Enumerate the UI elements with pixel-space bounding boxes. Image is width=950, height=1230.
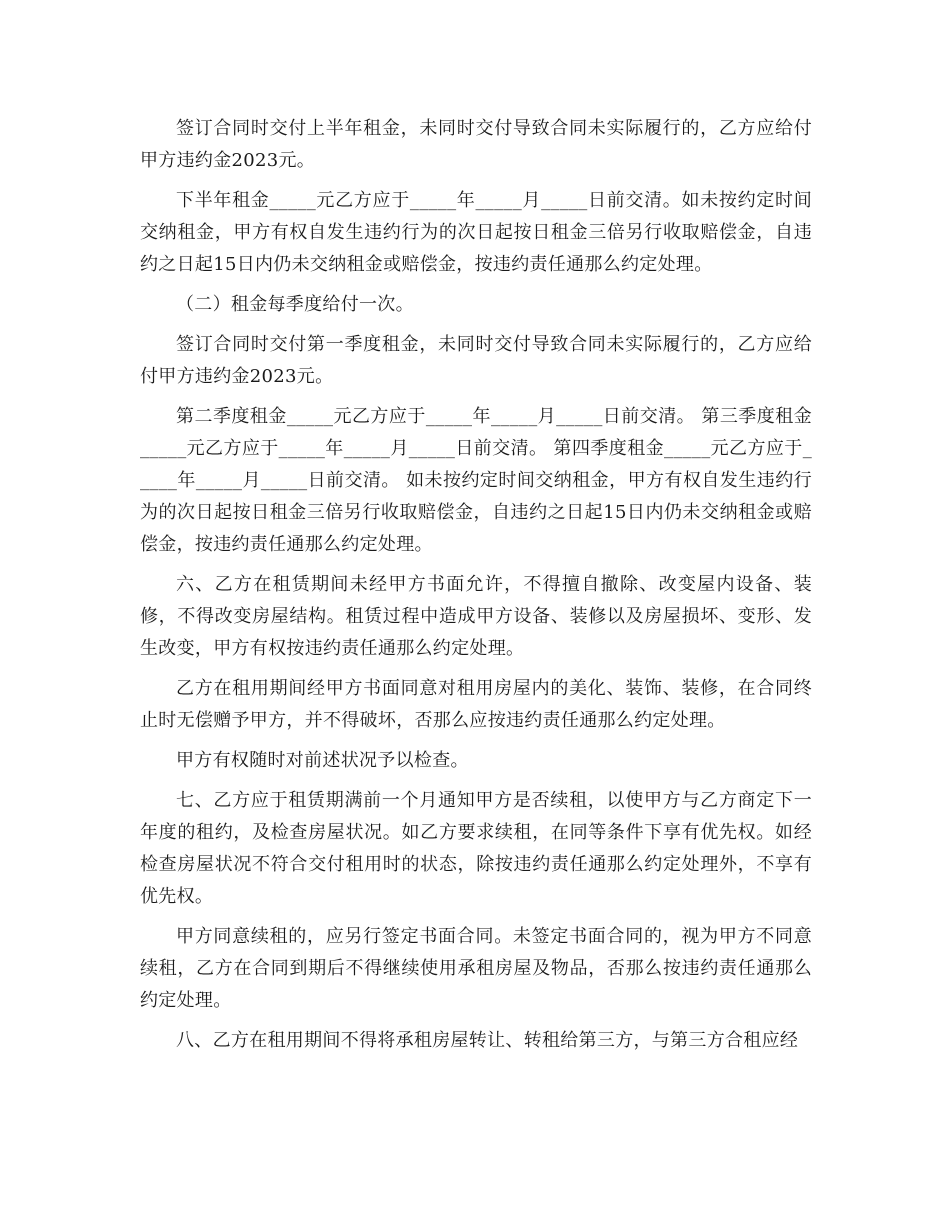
paragraph-7: 乙方在租用期间经甲方书面同意对租用房屋内的美化、装饰、装修，在合同终止时无偿赠予甲方，并不得破坏，否那么应按违约责任通那么约定处理。: [140, 678, 812, 731]
paragraph-4: 签订合同时交付第一季度租金，未同时交付导致合同未实际履行的，乙方应给付甲方违约金2023元。: [140, 334, 812, 387]
paragraph-5: 第二季度租金_____元乙方应于_____年_____月_____日前交清。 第三季度租金_____元乙方应于_____年_____月_____日前交清。 第四季度租金_____元乙方应于_____年_____月_____日前交清。 如未按约定时间交纳租金，甲方有权自发生违约行为的次日起按日租金三倍另行收取赔偿金，自违约之日起15日内仍未交纳租金或赔偿金，按违约责任通那么约定处理。: [140, 406, 812, 555]
paragraph-8: 甲方有权随时对前述状况予以检查。: [176, 750, 469, 771]
paragraph-3: （二）租金每季度给付一次。: [176, 294, 414, 315]
paragraph-10: 甲方同意续租的，应另行签定书面合同。未签定书面合同的，视为甲方不同意续租，乙方在合同到期后不得继续使用承租房屋及物品，否那么按违约责任通那么约定处理。: [140, 926, 812, 1011]
paragraph-11: 八、乙方在租用期间不得将承租房屋转让、转租给第三方，与第三方合租应经: [176, 1030, 799, 1051]
paragraph-2: 下半年租金_____元乙方应于_____年_____月_____日前交清。如未按约定时间交纳租金，甲方有权自发生违约行为的次日起按日租金三倍另行收取赔偿金，自违约之日起15日内仍未交纳租金或赔偿金，按违约责任通那么约定处理。: [140, 190, 812, 275]
paragraph-9: 七、乙方应于租赁期满前一个月通知甲方是否续租，以使甲方与乙方商定下一年度的租约，及检查房屋状况。如乙方要求续租，在同等条件下享有优先权。如经检查房屋状况不符合交付租用时的状态，除按违约责任通那么约定处理外，不享有优先权。: [140, 790, 812, 907]
paragraph-6: 六、乙方在租赁期间未经甲方书面允许，不得擅自撤除、改变屋内设备、装修，不得改变房屋结构。租赁过程中造成甲方设备、装修以及房屋损坏、变形、发生改变，甲方有权按违约责任通那么约定处理。: [140, 574, 812, 659]
paragraph-1: 签订合同时交付上半年租金，未同时交付导致合同未实际履行的，乙方应给付甲方违约金2023元。: [140, 118, 812, 171]
document-body: [140, 113, 812, 1065]
